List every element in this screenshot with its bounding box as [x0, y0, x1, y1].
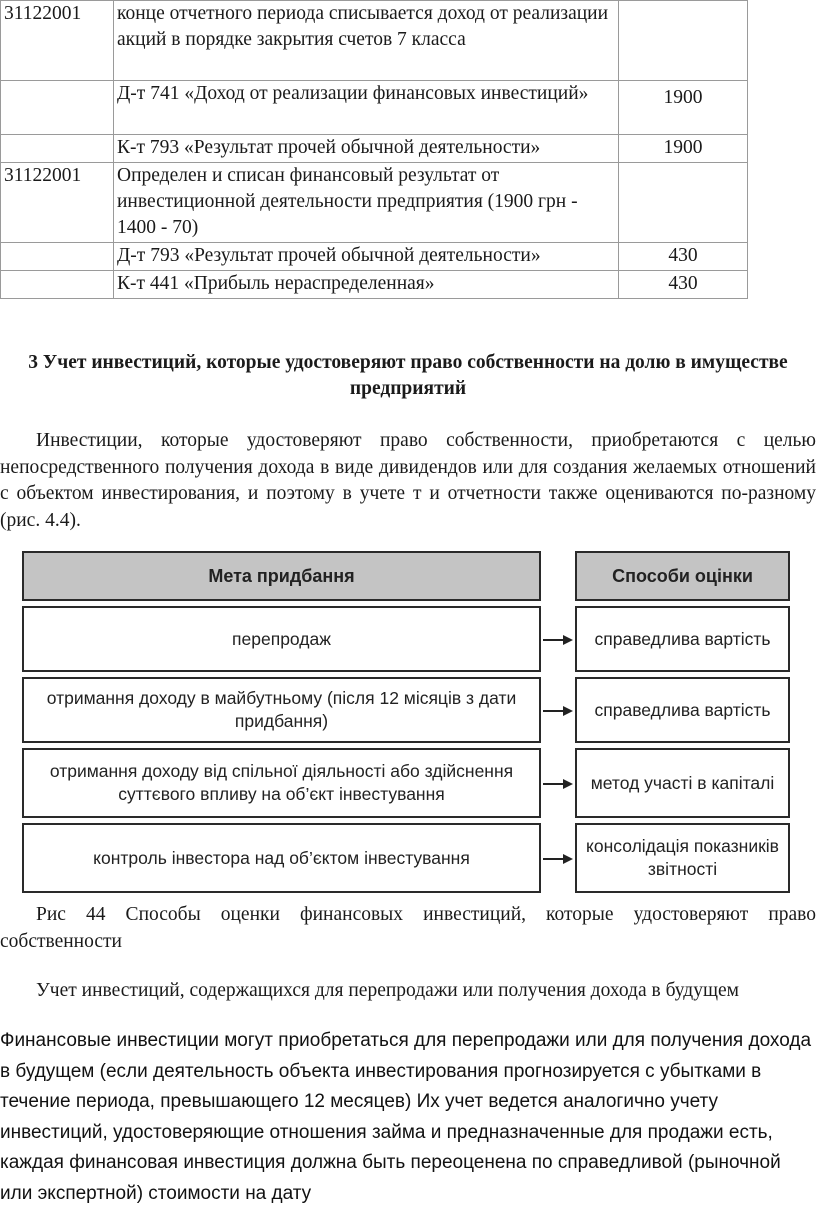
- arrow-right-icon: [543, 778, 573, 790]
- journal-table: [0, 0, 748, 299]
- method-box: справедлива вартість: [575, 606, 790, 672]
- table-row: [1, 243, 748, 271]
- intro-paragraph: Инвестиции, которые удостоверяют право собственности, приобретаются с целью непосредственного получения дохода в виде дивидендов или для создания желаемых отношений с объектом инвестирования, и поэтому в учете т и отчетности также оцениваются по-разному (рис. 4.4).: [0, 430, 816, 531]
- purpose-box: перепродаж: [22, 606, 541, 672]
- table-row: [1, 135, 748, 163]
- subsection-title: Учет инвестиций, содержащихся для перепродажи или получения дохода в будущем: [36, 980, 739, 1001]
- entry-amount: 1900: [619, 81, 748, 135]
- entry-amount: 430: [619, 271, 748, 299]
- entry-description: конце отчетного периода списывается доход от реализации акций в порядке закрытия счетов 7 класса: [114, 1, 619, 81]
- entry-amount: 1900: [619, 135, 748, 163]
- diagram-header-purpose: Мета придбання: [22, 551, 541, 601]
- purpose-box: отримання доходу в майбутньому (після 12 місяців з дати придбання): [22, 677, 541, 743]
- purpose-box: отримання доходу від спільної діяльності або здійснення суттєвого впливу на об’єкт інвестування: [22, 748, 541, 818]
- table-row: [1, 163, 748, 243]
- arrow-right-icon: [543, 853, 573, 865]
- entry-description: Определен и списан финансовый результат от инвестиционной деятельности предприятия (1900 грн - 1400 - 70): [114, 163, 619, 243]
- table-row: [1, 1, 748, 81]
- purpose-box: контроль інвестора над об’єктом інвестування: [22, 823, 541, 893]
- entry-description: Д-т 741 «Доход от реализации финансовых инвестиций»: [114, 81, 619, 135]
- entry-amount: [619, 1, 748, 81]
- method-box: консолідація показників звітності: [575, 823, 790, 893]
- section-heading: 3 Учет инвестиций, которые удостоверяют право собственности на долю в имуществе предприятий: [28, 352, 788, 399]
- arrow-right-icon: [543, 634, 573, 646]
- diagram-header-method: Способи оцінки: [575, 551, 790, 601]
- valuation-diagram: [22, 551, 792, 893]
- entry-amount: 430: [619, 243, 748, 271]
- entry-date: 31122001: [1, 1, 114, 81]
- method-box: метод участі в капіталі: [575, 748, 790, 818]
- entry-date: [1, 271, 114, 299]
- table-row: [1, 81, 748, 135]
- entry-description: К-т 793 «Результат прочей обычной деятельности»: [114, 135, 619, 163]
- body-paragraph: Финансовые инвестиции могут приобретаться для перепродажи или для получения дохода в будущем (если деятельность объекта инвестирования прогнозируется с убытками в течение периода, превышающего 12 месяцев) Их учет ведется аналогично учету инвестиций, удостоверяющие отношения займа и предназначенные для продажи есть, каждая финансовая инвестиция должна быть переоценена по справедливой (рыночной или экспертной) стоимости на дату: [0, 1030, 812, 1204]
- entry-date: 31122001: [1, 163, 114, 243]
- figure-caption: Рис 44 Способы оценки финансовых инвестиций, которые удостоверяют право собственности: [0, 904, 816, 952]
- entry-date: [1, 135, 114, 163]
- table-row: [1, 271, 748, 299]
- method-box: справедлива вартість: [575, 677, 790, 743]
- entry-description: Д-т 793 «Результат прочей обычной деятельности»: [114, 243, 619, 271]
- entry-date: [1, 243, 114, 271]
- entry-date: [1, 81, 114, 135]
- arrow-right-icon: [543, 705, 573, 717]
- entry-description: К-т 441 «Прибыль нераспределенная»: [114, 271, 619, 299]
- entry-amount: [619, 163, 748, 243]
